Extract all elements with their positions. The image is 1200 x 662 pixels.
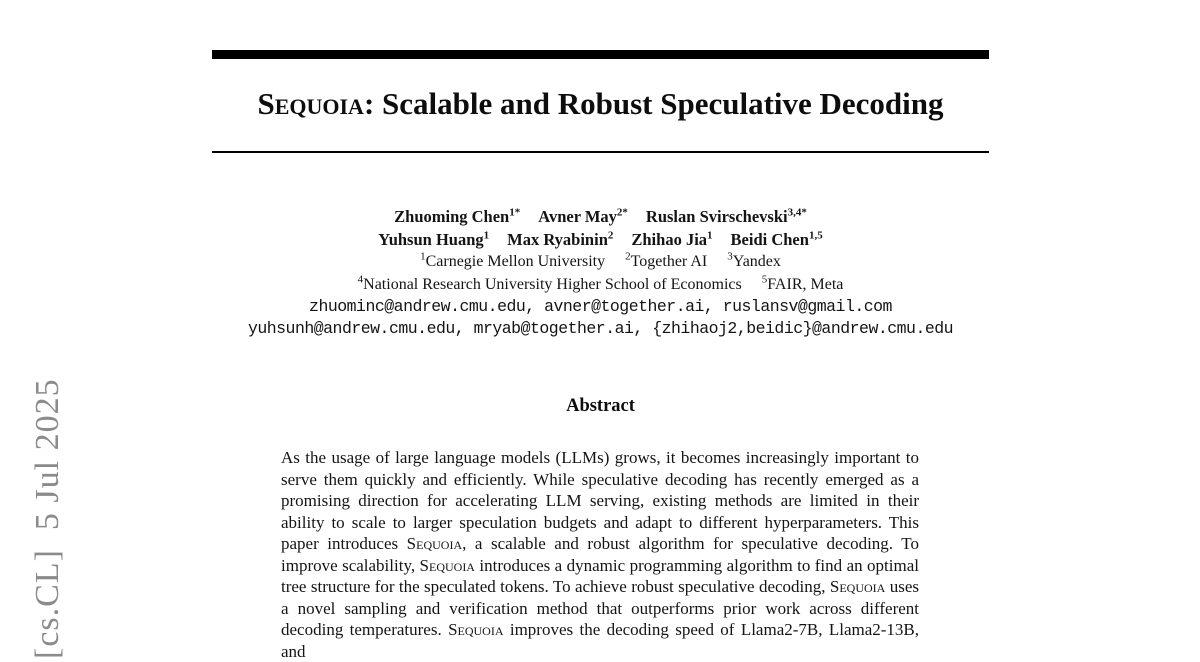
abstract-segment: introduces a dynamic programming algorithm to find an optimal tree structure for the speculated tokens. To achieve robust speculative decoding, <box>281 555 919 596</box>
author-affil-sup: 2 <box>607 229 614 241</box>
author-block <box>212 206 989 339</box>
author-affil-sup: 2* <box>616 206 628 219</box>
affiliation-sup: 2 <box>625 250 631 263</box>
author <box>394 207 520 226</box>
author <box>631 230 712 249</box>
author-name: Zhihao Jia <box>631 229 708 249</box>
title-smallcaps-word: Sequoia <box>257 86 364 121</box>
author-name: Zhuoming Chen <box>394 207 510 226</box>
title-rule-bottom <box>212 151 989 153</box>
affiliation-sup: 1 <box>420 250 426 263</box>
author <box>646 207 807 226</box>
author-affil-sup: 3,4* <box>787 206 807 219</box>
title-rest: : Scalable and Robust Speculative Decoding <box>363 86 944 121</box>
abstract-segment: improves the decoding speed of Llama2-7B, Llama2-13B, and <box>281 620 920 661</box>
abstract-smallcaps-word: Sequoia <box>829 577 886 596</box>
arxiv-watermark: [cs.CL] 5 Jul 2025 <box>29 378 66 659</box>
affiliation-sup: 3 <box>727 250 733 263</box>
abstract-smallcaps-word: Sequoia <box>448 620 504 639</box>
author-name: Beidi Chen <box>730 229 809 249</box>
affiliation <box>761 273 844 293</box>
title-rule-top <box>212 50 989 59</box>
affiliation <box>727 250 781 270</box>
affiliation <box>420 250 606 270</box>
author <box>378 230 489 249</box>
author <box>731 230 823 249</box>
author-name: Ruslan Svirschevski <box>645 207 788 226</box>
abstract-segment: As the usage of large language models (LLMs) grows, it becomes increasingly important to serve them quickly and efficiently. While speculative decoding has recently emerged as a promising direction for accelerating LLM serving, existing methods are limited in their ability to scale to larger speculation budgets and adapt to different hyperparameters. This paper introduces <box>281 448 919 553</box>
abstract-text <box>281 447 919 662</box>
author-line-2 <box>212 229 989 252</box>
author-name: Avner May <box>538 207 617 226</box>
email-line-1: zhuominc@andrew.cmu.edu, avner@together.ai, ruslansv@gmail.com <box>309 297 892 316</box>
author-affil-sup: 1,5 <box>808 229 823 241</box>
affiliation <box>357 273 742 293</box>
affiliation-line-2 <box>212 274 989 297</box>
author <box>507 230 613 249</box>
author-affil-sup: 1* <box>509 206 521 219</box>
author-affil-sup: 1 <box>707 229 713 241</box>
author-line-1 <box>212 206 989 229</box>
affiliation-sup: 4 <box>357 273 364 286</box>
author-affil-sup: 1 <box>483 229 490 241</box>
email-line-2: yuhsunh@andrew.cmu.edu, mryab@together.ai, {zhihaoj2,beidic}@andrew.cmu.edu <box>247 318 954 338</box>
abstract-smallcaps-word: Sequoia <box>419 555 475 575</box>
affiliation-name: Yandex <box>732 253 781 270</box>
author-name: Max Ryabinin <box>507 229 608 249</box>
affiliation <box>625 250 708 270</box>
affiliation-name: Together AI <box>630 253 708 270</box>
affiliation-sup: 5 <box>761 273 768 286</box>
author <box>538 207 628 226</box>
abstract-segment: , a scalable and robust algorithm for speculative decoding. To improve scalability, <box>281 534 919 575</box>
affiliation-line-1 <box>212 251 989 274</box>
affiliation-name: FAIR, Meta <box>767 275 844 293</box>
affiliation-name: National Research University Higher School of Economics <box>363 275 742 293</box>
author-name: Yuhsun Huang <box>378 229 484 249</box>
affiliation-name: Carnegie Mellon University <box>425 253 606 270</box>
abstract-segment: uses a novel sampling and verification method that outperforms prior work across different decoding temperatures. <box>281 577 919 639</box>
paper-title <box>212 84 989 124</box>
abstract-smallcaps-word: Sequoia <box>406 534 463 553</box>
abstract-heading: Abstract <box>566 396 635 416</box>
